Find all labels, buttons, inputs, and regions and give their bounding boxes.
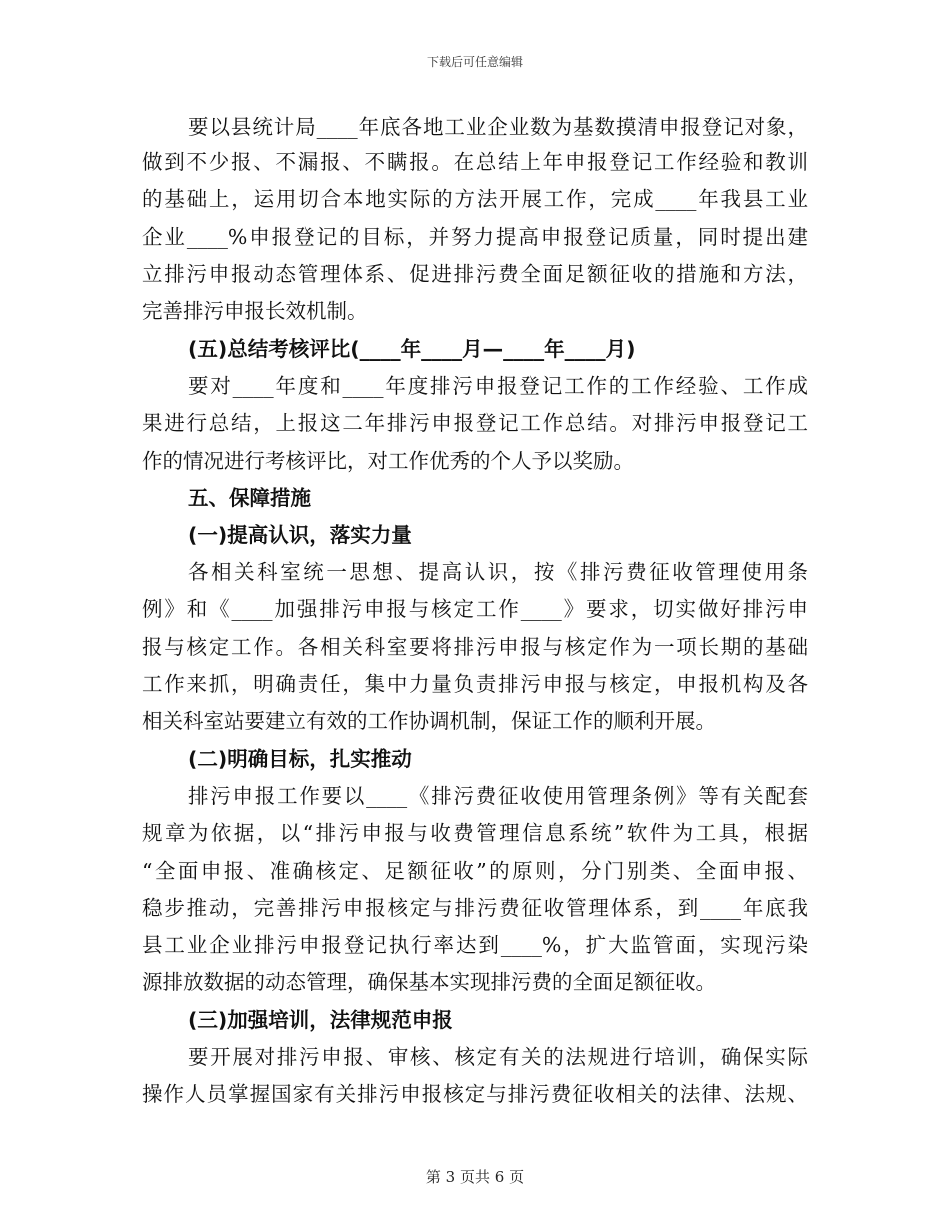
paragraph-line: 规章为依据，以“排污申报与收费管理信息系统”软件为工具，根据 <box>142 821 808 845</box>
paragraph-line: 报与核定工作。各相关科室要将排污申报与核定作为一项长期的基础 <box>142 635 808 659</box>
section-heading: (三)加强培训，法律规范申报 <box>188 1008 453 1032</box>
paragraph-line: 完善排污申报长效机制。 <box>142 299 368 323</box>
chapter-heading: 五、保障措施 <box>188 486 311 510</box>
paragraph-line: 要开展对排污申报、审核、核定有关的法规进行培训，确保实际 <box>188 1045 808 1069</box>
section-heading: (二)明确目标，扎实推动 <box>188 747 412 771</box>
page-footer: 第 3 页共 6 页 <box>425 1168 525 1186</box>
page-header: 下载后可任意编辑 <box>426 55 523 69</box>
paragraph-line: 要对____年度和____年度排污申报登记工作的工作经验、工作成 <box>188 374 808 398</box>
paragraph-line: 县工业企业排污申报登记执行率达到____%，扩大监管面，实现污染 <box>142 933 808 957</box>
paragraph-line: 工作来抓，明确责任，集中力量负责排污申报与核定，申报机构及各 <box>142 672 808 696</box>
section-heading: (五)总结考核评比(____年____月—____年____月) <box>188 337 636 361</box>
paragraph-line: 稳步推动，完善排污申报核定与排污费征收管理体系，到____年底我 <box>142 896 808 920</box>
paragraph-line: “全面申报、准确核定、足额征收”的原则，分门别类、全面申报、 <box>142 859 808 883</box>
paragraph-line: 作的情况进行考核评比，对工作优秀的个人予以奖励。 <box>142 449 634 473</box>
paragraph-line: 要以县统计局____年底各地工业企业数为基数摸清申报登记对象， <box>188 115 808 139</box>
paragraph-line: 企业____%申报登记的目标，并努力提高申报登记质量，同时提出建 <box>142 225 808 249</box>
paragraph-line: 操作人员掌握国家有关排污申报核定与排污费征收相关的法律、法规、 <box>142 1082 808 1106</box>
paragraph-line: 立排污申报动态管理体系、促进排污费全面足额征收的措施和方法， <box>142 262 808 286</box>
paragraph-line: 果进行总结，上报这二年排污申报登记工作总结。对排污申报登记工 <box>142 411 808 435</box>
paragraph-line: 例》和《____加强排污申报与核定工作____》要求，切实做好排污申 <box>142 597 808 621</box>
paragraph-line: 源排放数据的动态管理，确保基本实现排污费的全面足额征收。 <box>142 970 716 994</box>
paragraph-line: 的基础上，运用切合本地实际的方法开展工作，完成____年我县工业 <box>142 187 808 211</box>
paragraph-line: 相关科室站要建立有效的工作协调机制，保证工作的顺利开展。 <box>142 709 716 733</box>
paragraph-line: 各相关科室统一思想、提高认识，按《排污费征收管理使用条 <box>188 560 808 584</box>
paragraph-line: 排污申报工作要以____《排污费征收使用管理条例》等有关配套 <box>188 784 808 808</box>
paragraph-line: 做到不少报、不漏报、不瞒报。在总结上年申报登记工作经验和教训 <box>142 150 808 174</box>
section-heading: (一)提高认识，落实力量 <box>188 523 412 547</box>
